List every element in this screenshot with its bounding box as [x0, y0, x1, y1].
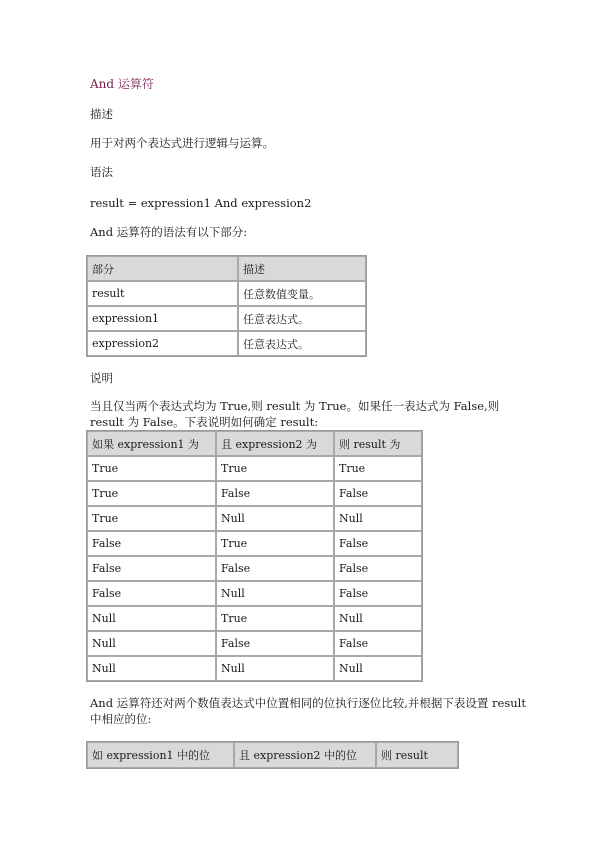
table-row — [87, 531, 422, 556]
syntax-code: result = expression1 And expression2 — [90, 196, 312, 210]
table-row — [87, 656, 422, 681]
table-row — [87, 456, 422, 481]
logic-table — [86, 430, 423, 682]
table-cell: result — [87, 281, 238, 306]
table-cell: Null — [87, 606, 216, 631]
table-cell: False — [334, 631, 422, 656]
table-row — [87, 581, 422, 606]
table-header-row — [87, 742, 458, 768]
table-header-cell: 如果 expression1 为 — [87, 431, 216, 456]
parts-table — [86, 255, 367, 357]
table-cell: Null — [87, 656, 216, 681]
table-cell: Null — [216, 506, 334, 531]
table-row — [87, 331, 366, 356]
table-cell: Null — [334, 656, 422, 681]
table-cell: Null — [334, 606, 422, 631]
table-row — [87, 481, 422, 506]
table-header-cell: 如 expression1 中的位 — [87, 742, 234, 768]
bitwise-text: And 运算符还对两个数值表达式中位置相同的位执行逐位比较,并根据下表设置 result 中相应的位: — [90, 696, 526, 726]
table-row — [87, 606, 422, 631]
table-row — [87, 281, 366, 306]
table-cell: True — [216, 531, 334, 556]
description-text: 用于对两个表达式进行逻辑与运算。 — [90, 136, 274, 150]
table-cell: True — [87, 481, 216, 506]
table-cell: False — [87, 581, 216, 606]
table-row — [87, 631, 422, 656]
table-header-cell: 且 expression2 为 — [216, 431, 334, 456]
syntax-heading: 语法 — [90, 165, 113, 179]
table-cell: Null — [334, 506, 422, 531]
table-cell: False — [334, 531, 422, 556]
table-cell: False — [87, 556, 216, 581]
table-header-cell: 则 result — [376, 742, 458, 768]
table-cell: Null — [87, 631, 216, 656]
table-row — [87, 556, 422, 581]
table-cell: Null — [216, 581, 334, 606]
parts-intro: And 运算符的语法有以下部分: — [90, 225, 248, 239]
description-heading: 描述 — [90, 107, 113, 121]
notes-text: 当且仅当两个表达式均为 True,则 result 为 True。如果任一表达式为 False,则 result 为 False。下表说明如何确定 result: — [90, 399, 500, 429]
notes-heading: 说明 — [90, 371, 113, 385]
table-cell: expression2 — [87, 331, 238, 356]
table-cell: expression1 — [87, 306, 238, 331]
table-header-cell: 且 expression2 中的位 — [234, 742, 376, 768]
table-cell: Null — [216, 656, 334, 681]
table-cell: False — [334, 481, 422, 506]
table-cell: 任意表达式。 — [238, 306, 366, 331]
table-cell: 任意表达式。 — [238, 331, 366, 356]
table-header-row — [87, 431, 422, 456]
page-title: And 运算符 — [90, 77, 154, 91]
table-header-cell: 部分 — [87, 256, 238, 281]
table-cell: True — [334, 456, 422, 481]
table-cell: False — [334, 556, 422, 581]
table-cell: True — [216, 456, 334, 481]
table-cell: False — [334, 581, 422, 606]
table-cell: 任意数值变量。 — [238, 281, 366, 306]
table-header-row — [87, 256, 366, 281]
table-row — [87, 506, 422, 531]
table-cell: True — [216, 606, 334, 631]
table-header-cell: 则 result 为 — [334, 431, 422, 456]
table-cell: True — [87, 506, 216, 531]
table-row — [87, 306, 366, 331]
table-header-cell: 描述 — [238, 256, 366, 281]
table-cell: True — [87, 456, 216, 481]
table-cell: False — [216, 631, 334, 656]
table-cell: False — [216, 556, 334, 581]
bitwise-table — [86, 741, 459, 769]
table-cell: False — [216, 481, 334, 506]
table-cell: False — [87, 531, 216, 556]
